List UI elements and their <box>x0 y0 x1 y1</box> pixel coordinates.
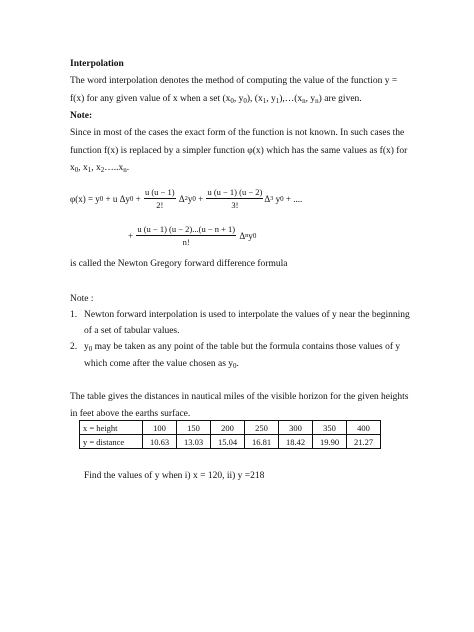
table-intro-line2: in feet above the earths surface. <box>70 409 191 419</box>
table-cell: 18.42 <box>279 435 313 449</box>
table-cell: 350 <box>313 421 347 435</box>
table-cell: 400 <box>347 421 381 435</box>
fraction-3: $\frac{u (u - 1) (u - 2)...(u - n + 1)}{n!}$ <box>137 224 236 247</box>
table-cell: 21.27 <box>347 435 381 449</box>
table-row <box>80 435 381 449</box>
fraction-2: $\frac{u (u - 1) (u - 2)}{3!}$ <box>207 187 263 210</box>
note-heading: Note: <box>70 111 93 121</box>
table-cell: 13.03 <box>177 435 211 449</box>
list-item-2-line2: which come after the value chosen as $y_0$. <box>84 359 239 370</box>
list-item-1-line2: of a set of tabular values. <box>84 326 180 336</box>
formula-line1: φ(x) = y 0 + u Δy 0 + $\frac{u (u - 1)}{2!}$ Δ 2 y 0 + $\frac{u (u - 1) (u - 2)}{3!}$ Δ 3 y 0 + .... <box>70 187 303 210</box>
table-cell: 100 <box>143 421 177 435</box>
list-item-2-line1: $y_0$ may be taken as any point of the table but the formula contains those values of y <box>84 342 401 353</box>
table-cell: 200 <box>211 421 245 435</box>
table-cell: 300 <box>279 421 313 435</box>
table-cell: 16.81 <box>245 435 279 449</box>
heading: Interpolation <box>70 59 124 69</box>
list-number-1: 1. <box>70 310 78 320</box>
data-table <box>79 420 381 449</box>
question: Find the values of y when i) x = 120, ii) y =218 <box>84 471 265 481</box>
para1-line1: The word interpolation denotes the method of computing the value of the function y = <box>70 76 398 86</box>
table-cell: 10.63 <box>143 435 177 449</box>
table-intro-line1: The table gives the distances in nautical miles of the visible horizon for the given heights <box>70 392 409 402</box>
table-row-label: x = height <box>80 421 143 435</box>
table-cell: 19.90 <box>313 435 347 449</box>
table-cell: 250 <box>245 421 279 435</box>
fraction-1: $\frac{u (u - 1)}{2!}$ <box>144 187 175 210</box>
table-row-label: y = distance <box>80 435 143 449</box>
formula-caption: is called the Newton Gregory forward difference formula <box>70 259 288 269</box>
table-cell: 150 <box>177 421 211 435</box>
para2-line2: function f(x) is replaced by a simpler function φ(x) which has the same values as f(x) for <box>70 146 408 156</box>
formula-line2: + $\frac{u (u - 1) (u - 2)...(u - n + 1)}{n!}$ Δ n y 0 <box>128 224 257 247</box>
para2-line1: Since in most of the cases the exact form of the function is not known. In such cases the <box>70 128 405 138</box>
para1-line2: f(x) for any given value of x when a set ($x_0$, $y_0$), ($x_1$, $y_1),\dots(x_n$, $y_n$) are given. <box>70 94 362 105</box>
list-number-2: 2. <box>70 342 78 352</box>
table-row <box>80 421 381 435</box>
table-cell: 15.04 <box>211 435 245 449</box>
para2-line3: $x_0$, $x_1$, $x_2\dots..x_n$. <box>70 163 130 174</box>
note2-heading: Note : <box>70 294 94 304</box>
list-item-1-line1: Newton forward interpolation is used to interpolate the values of y near the beginning <box>84 310 410 320</box>
